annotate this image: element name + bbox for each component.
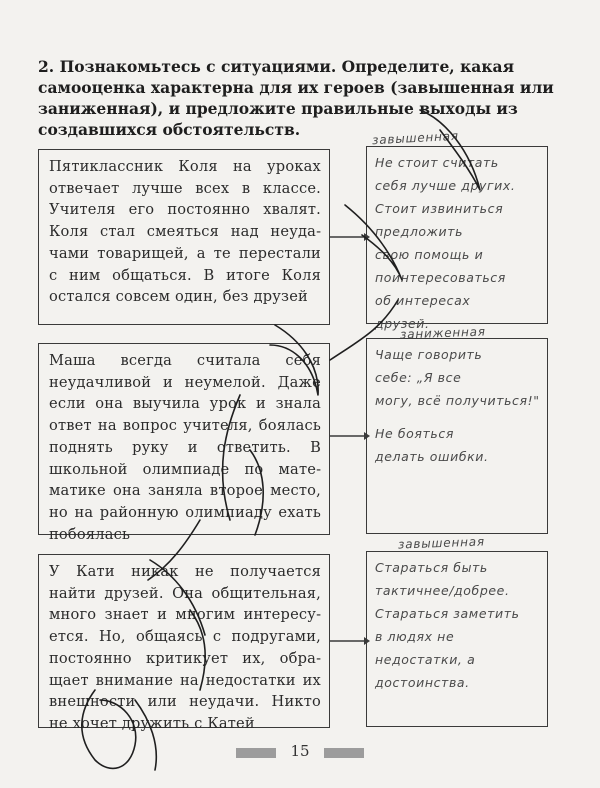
answer-line: Стараться заметить <box>375 606 520 621</box>
arrow-icon <box>330 231 370 243</box>
page-footer <box>0 744 600 764</box>
answer-gap <box>375 412 541 422</box>
answer-label-3: завышенная <box>397 534 486 552</box>
answer-line: свою помощь и <box>375 247 484 262</box>
arrow-icon <box>330 635 370 647</box>
answer-line: делать ошибки. <box>375 449 489 464</box>
answer-line: могу, всё получиться!" <box>375 393 540 408</box>
answer-line: Чаще говорить <box>375 347 483 362</box>
answer-label-2: заниженная <box>399 324 487 342</box>
answer-line: недостатки, а <box>375 652 476 667</box>
answer-line: в людях не <box>375 629 455 644</box>
answer-box-3[interactable] <box>366 551 548 727</box>
answer-line: Стараться быть <box>375 560 488 575</box>
answer-line: себе: „Я все <box>375 370 462 385</box>
answer-line: достоинства. <box>375 675 470 690</box>
answer-line: об интересах <box>375 293 471 308</box>
situation-text-3: У Кати никак не получается найти друзей. Она общительная, много знает и многим интересуется. Но, общаясь с подругами, постоянно критикует их, обращает внимание на недостатки их внешности или неудачи. Никто не хочет дружить с Катей <box>49 563 321 732</box>
situation-text-1: Пятиклассник Коля на уроках отвечает лучше всех в классе. Учителя его постоянно хвалят. Коля стал смеяться над неудачами товарищей, а те перестали с ним общаться. В итоге Коля остался совсем один, без друзей <box>49 158 321 306</box>
arrow-icon <box>330 430 370 442</box>
answer-line: друзей. <box>375 316 430 331</box>
situation-box-2 <box>38 343 330 543</box>
situation-text-2: Маша всегда считала себя неудачливой и неумелой. Даже если она выучила урок и знала ответ на вопрос учителя, боялась поднять руку и ответить. В школьной олимпиаде по математике она заняла второе место, но на районную олимпиаду ехать побоялась <box>49 352 321 543</box>
task-number: 2. <box>38 57 55 76</box>
footer-bar-left <box>236 748 276 758</box>
answer-label-1: завышенная <box>371 128 460 148</box>
answer-line: себя лучше других. <box>375 178 516 193</box>
situation-box-3 <box>38 554 330 732</box>
task-heading <box>38 56 558 140</box>
answer-line: поинтересоваться <box>375 270 506 285</box>
answer-line: предложить <box>375 224 464 239</box>
situation-box-1 <box>38 149 330 325</box>
page-number: 15 <box>290 742 310 760</box>
answer-line: тактичнее/добрее. <box>375 583 510 598</box>
answer-line: Стоит извиниться <box>375 201 504 216</box>
task-text: Познакомьтесь с ситуациями. Определите, какая самооценка характерна для их героев (завышенная или заниженная), и предложите правильные выходы из создавшихся обстоятельств. <box>38 57 554 139</box>
footer-bar-right <box>324 748 364 758</box>
answer-box-2[interactable] <box>366 338 548 534</box>
answer-line: Не стоит считать <box>375 155 499 170</box>
answer-box-1[interactable] <box>366 146 548 331</box>
answer-line: Не бояться <box>375 426 454 441</box>
